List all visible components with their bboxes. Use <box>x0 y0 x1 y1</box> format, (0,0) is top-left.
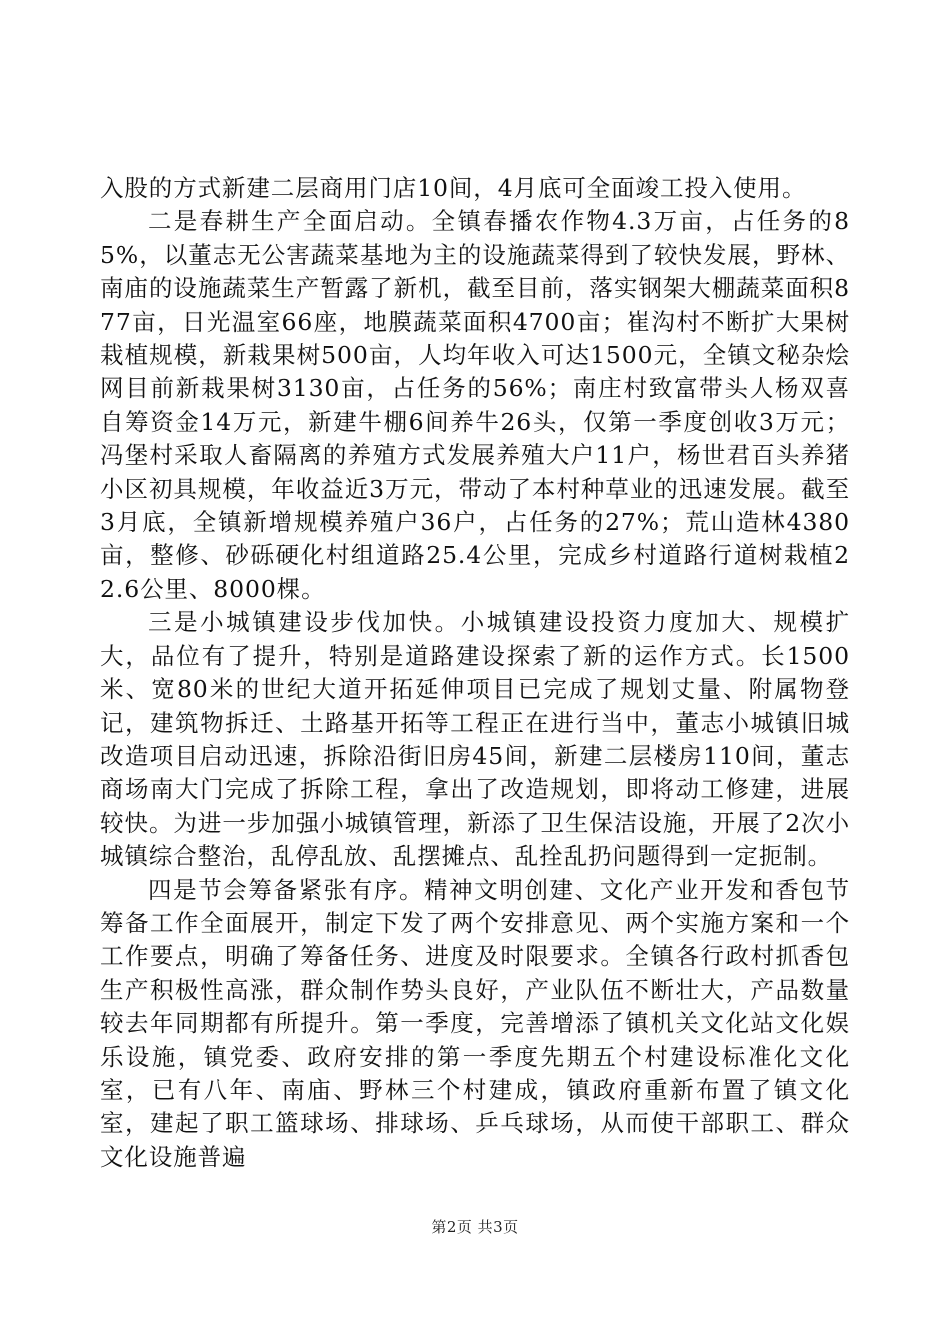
paragraph-spring-farming: 二是春耕生产全面启动。全镇春播农作物4.3万亩，占任务的85%，以董志无公害蔬菜基地为主的设施蔬菜得到了较快发展，野林、南庙的设施蔬菜生产暂露了新机，截至目前，落实钢架大棚蔬菜面积877亩，日光温室66座，地膜蔬菜面积4700亩；崔沟村不断扩大果树栽植规模，新栽果树500亩，人均年收入可达1500元，全镇文秘杂烩网目前新栽果树3130亩，占任务的56%；南庄村致富带头人杨双喜自筹资金14万元，新建牛棚6间养牛26头，仅第一季度创收3万元；冯堡村采取人畜隔离的养殖方式发展养殖大户11户，杨世君百头养猪小区初具规模，年收益近3万元，带动了本村种草业的迅速发展。截至3月底，全镇新增规模养殖户36户，占任务的27%；荒山造林4380亩，整修、砂砾硬化村组道路25.4公里，完成乡村道路行道树栽植22.6公里、8000棵。 <box>100 207 850 603</box>
paragraph-town-construction: 三是小城镇建设步伐加快。小城镇建设投资力度加大、规模扩大，品位有了提升，特别是道路建设探索了新的运作方式。长1500米、宽80米的世纪大道开拓延伸项目已完成了规划丈量、附属物登记，建筑物拆迁、土路基开拓等工程正在进行当中，董志小城镇旧城改造项目启动迅速，拆除沿街旧房45间，新建二层楼房110间，董志商场南大门完成了拆除工程，拿出了改造规划，即将动工修建，进展较快。为进一步加强小城镇管理，新添了卫生保洁设施，开展了2次小城镇综合整治，乱停乱放、乱摆摊点、乱拴乱扔问题得到一定扼制。 <box>100 608 850 871</box>
page-number-footer: 第2页 共3页 <box>431 1218 519 1236</box>
document-body <box>100 172 850 1174</box>
paragraph-festival-preparation: 四是节会筹备紧张有序。精神文明创建、文化产业开发和香包节筹备工作全面展开，制定下发了两个安排意见、两个实施方案和一个工作要点，明确了筹备任务、进度及时限要求。全镇各行政村抓香包生产积极性高涨，群众制作势头良好，产业队伍不断壮大，产品数量较去年同期都有所提升。第一季度，完善增添了镇机关文化站文化娱乐设施，镇党委、政府安排的第一季度先期五个村建设标准化文化室，已有八年、南庙、野林三个村建成，镇政府重新布置了镇文化室，建起了职工篮球场、排球场、乒乓球场，从而使干部职工、群众文化设施普遍 <box>100 875 850 1171</box>
paragraph-continuation: 入股的方式新建二层商用门店10间，4月底可全面竣工投入使用。 <box>100 174 807 202</box>
